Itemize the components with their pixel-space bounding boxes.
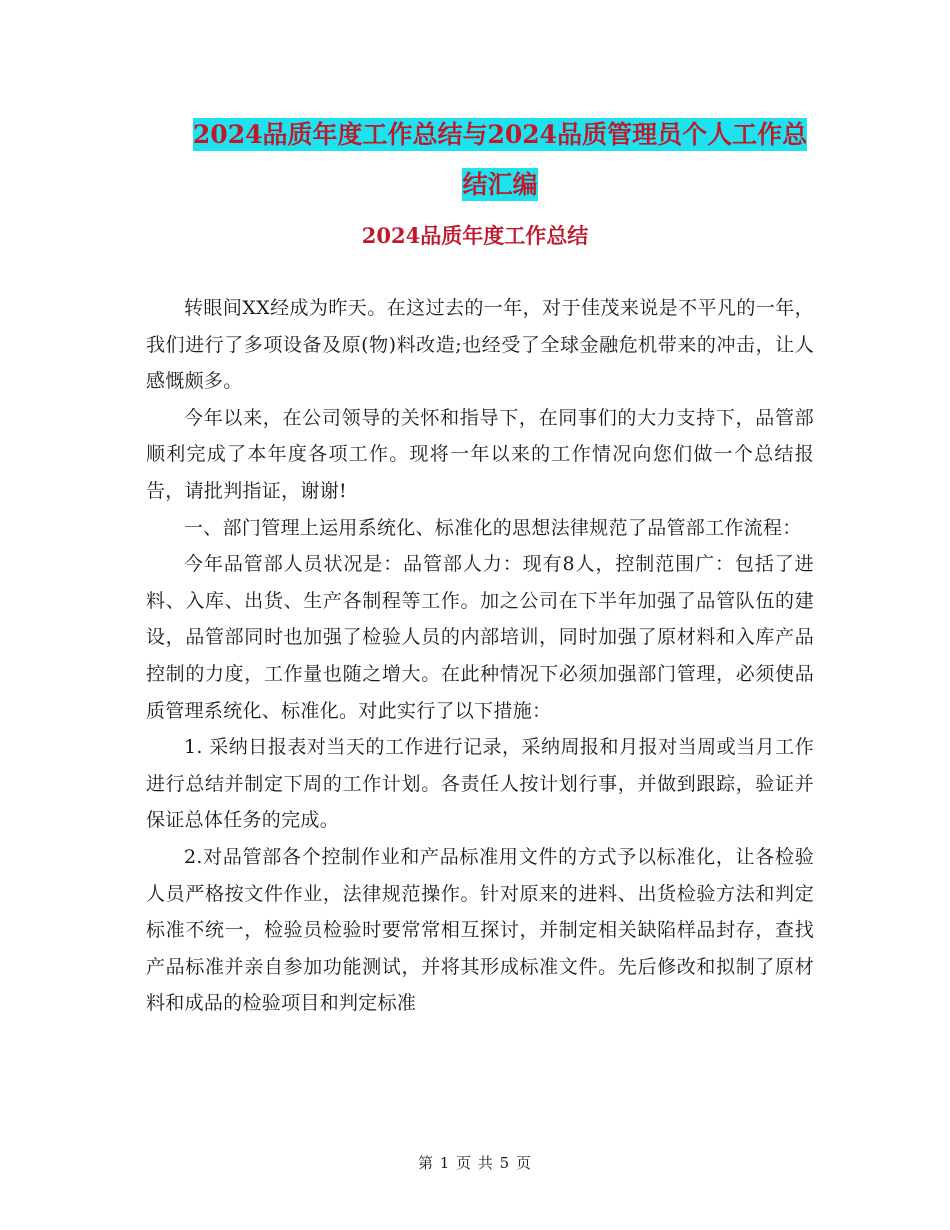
document-title-line2: 结汇编 (462, 170, 538, 199)
paragraph: 2.对品管部各个控制作业和产品标准用文件的方式予以标准化，让各检验人员严格按文件作业，法律规范操作。针对原来的进料、出货检验方法和判定标准不统一，检验员检验时要常常相互探讨，并制定相关缺陷样品封存，查找产品标准并亲自参加功能测试，并将其形成标准文件。先后修改和拟制了原材料和成品的检验项目和判定标准 (146, 845, 814, 1015)
document-body (146, 290, 814, 1022)
document-title-line1: 2024品质年度工作总结与2024品质管理员个人工作总 (192, 120, 808, 149)
paragraph: 转眼间XX经成为昨天。在这过去的一年，对于佳茂来说是不平凡的一年，我们进行了多项设备及原(物)料改造;也经受了全球金融危机带来的冲击，让人感慨颇多。 (146, 297, 814, 393)
paragraph: 今年以来，在公司领导的关怀和指导下，在同事们的大力支持下，品管部顺利完成了本年度各项工作。现将一年以来的工作情况向您们做一个总结报告，请批判指证，谢谢! (146, 406, 814, 502)
section-title: 2024品质年度工作总结 (361, 223, 589, 248)
paragraph: 一、部门管理上运用系统化、标准化的思想法律规范了品管部工作流程： (184, 516, 802, 539)
page-number: 第 1 页 共 5 页 (418, 1154, 532, 1172)
paragraph: 今年品管部人员状况是：品管部人力：现有8人，控制范围广：包括了进料、入库、出货、生产各制程等工作。加之公司在下半年加强了品管队伍的建设，品管部同时也加强了检验人员的内部培训，同时加强了原材料和入库产品控制的力度，工作量也随之增大。在此种情况下必须加强部门管理，必须使品质管理系统化、标准化。对此实行了以下措施： (146, 553, 814, 722)
document-title (150, 110, 850, 210)
paragraph: 1. 采纳日报表对当天的工作进行记录，采纳周报和月报对当周或当月工作进行总结并制定下周的工作计划。各责任人按计划行事，并做到跟踪，验证并保证总体任务的完成。 (146, 736, 814, 832)
